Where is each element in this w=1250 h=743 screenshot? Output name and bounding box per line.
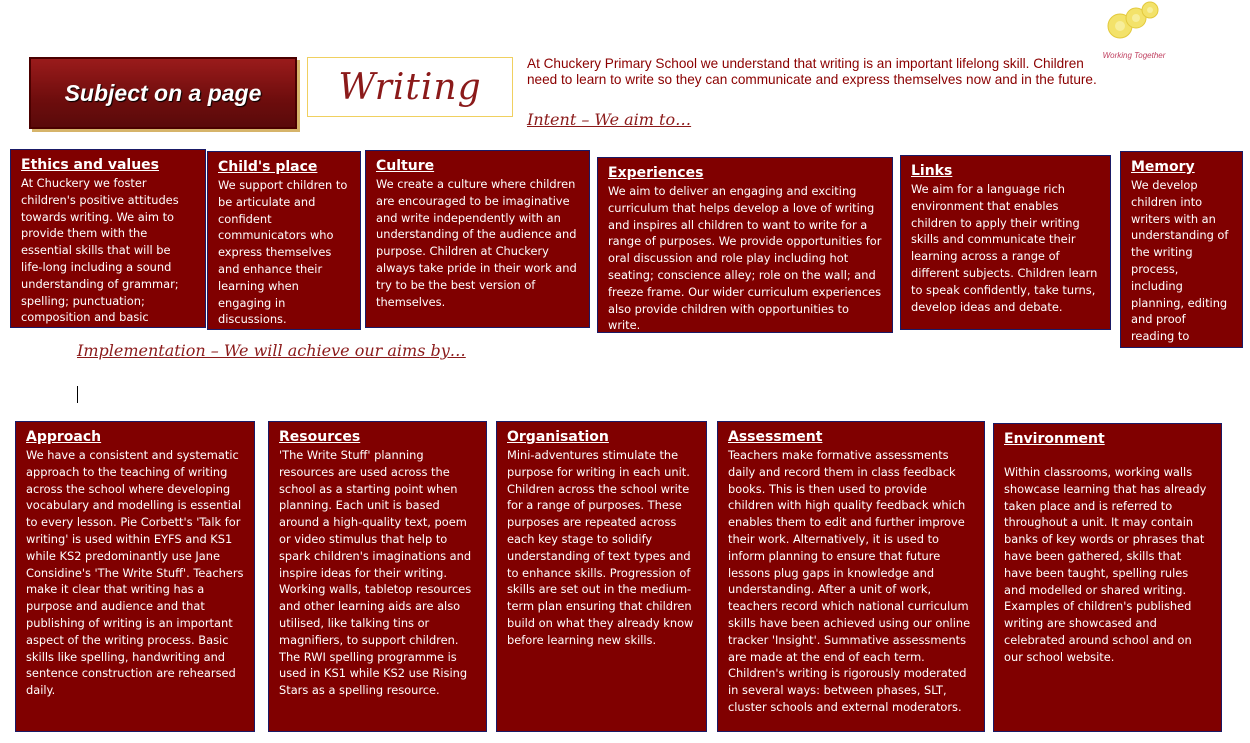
card-title: Child's place xyxy=(218,159,318,175)
card-organisation xyxy=(496,421,707,732)
card-childs-place xyxy=(207,151,361,330)
card-approach xyxy=(15,421,255,732)
card-title: Organisation xyxy=(507,429,609,445)
school-logo xyxy=(1098,0,1170,62)
card-title: Approach xyxy=(26,429,102,445)
intro-text: At Chuckery Primary School we understand that writing is an important lifelong skill. Children need to learn to write so they can communicate and express themselves now and in the future. xyxy=(527,56,1097,87)
card-ethics-and-values xyxy=(10,149,206,328)
card-title: Assessment xyxy=(728,429,823,445)
card-environment xyxy=(993,423,1222,732)
card-title: Memory xyxy=(1131,159,1195,175)
card-title: Ethics and values xyxy=(21,157,160,173)
subject-on-a-page-banner xyxy=(29,57,297,129)
subject-label: Subject on a page xyxy=(64,79,262,106)
card-assessment xyxy=(717,421,985,732)
card-memory xyxy=(1120,151,1243,377)
card-title: Experiences xyxy=(608,165,704,181)
card-links xyxy=(900,155,1111,330)
logo-tagline: Working Together xyxy=(1102,51,1166,60)
card-body: We develop children into writers with an understanding of the writing process, including planning, editing and proof reading to enhance their work. xyxy=(1131,178,1229,377)
card-body: We support children to be articulate and confident communicators who express themselves and enhance their learning when engaging in discussions. xyxy=(218,178,348,327)
card-title: Resources xyxy=(279,429,361,445)
card-experiences xyxy=(597,157,893,333)
card-body: We create a culture where children are encouraged to be imaginative and write independently with an understanding of the audience and purpose. Children at Chuckery always take pride in their work and try to be the best version of themselves. xyxy=(376,177,577,309)
text-cursor xyxy=(77,386,78,403)
card-title: Environment xyxy=(1004,431,1105,447)
card-title: Links xyxy=(911,163,953,179)
subject-title-box xyxy=(307,57,513,117)
card-body: Within classrooms, working walls showcase learning that has already taken place and is referred to throughout a unit. It may contain banks of key words or phrases that have been gathered, skills that have been taught, spelling rules and modelled or shared writing. Examples of children's published writing are showcased and celebrated around school and on our school website. xyxy=(1004,465,1207,664)
flower-logo-icon xyxy=(1098,0,1170,52)
card-title: Culture xyxy=(376,158,435,174)
card-body: Mini-adventures stimulate the purpose for writing in each unit. Children across the school write for a range of purposes. These purposes are repeated across each key stage to solidify understanding of text types and to enhance skills. Progression of skills are set out in the medium-term plan ensuring that children build on what they already know before learning new skills. xyxy=(507,448,694,647)
card-body: We aim for a language rich environment that enables children to apply their writing skills and communicate their learning across a range of different subjects. Children learn to speak confidently, take turns, develop ideas and debate. xyxy=(911,182,1098,314)
implementation-heading: Implementation – We will achieve our aims by… xyxy=(77,341,466,360)
card-body: At Chuckery we foster children's positive attitudes towards writing. We aim to provide them with the essential skills that will be life-long including a sound understanding of grammar; spelling; punctuation; composition and basic xyxy=(21,176,179,325)
card-resources xyxy=(268,421,487,732)
card-body: We have a consistent and systematic approach to the teaching of writing across the school where developing vocabulary and modelling is essential to every lesson. Pie Corbett's 'Talk for writing' is used within EYFS and KS1 while KS2 predominantly use Jane Considine's 'The Write Stuff'. Teachers make it clear that writing has a purpose and audience and that publishing of writing is an important aspect of the writing process. Basic skills like spelling, handwriting and sentence construction are rehearsed daily. xyxy=(26,448,244,698)
card-body: 'The Write Stuff' planning resources are used across the school as a starting point when planning. Each unit is based around a high-quality text, poem or video stimulus that help to spark children's imaginations and inspire ideas for their writing. Working walls, tabletop resources and other learning aids are also utilised, like talking tins or magnifiers, to support children. The RWI spelling programme is used in KS1 while KS2 use Rising Stars as a spelling resource. xyxy=(279,448,472,698)
card-culture xyxy=(365,150,590,328)
intent-heading: Intent – We aim to… xyxy=(527,110,692,129)
card-body: Teachers make formative assessments daily and record them in class feedback books. This is then used to provide children with high quality feedback which enables them to edit and further improve their work. Alternatively, it is used to inform planning to ensure that future lessons plug gaps in knowledge and understanding. After a unit of work, teachers record which national curriculum skills have been achieved using our online tracker 'Insight'. Summative assessments are made at the end of each term. Children's writing is rigorously moderated in several ways: between phases, SLT, cluster schools and external moderators. xyxy=(728,448,971,714)
subject-title: Writing xyxy=(338,66,482,108)
card-body: We aim to deliver an engaging and exciting curriculum that helps develop a love of writing and inspires all children to want to write for a range of purposes. We provide opportunities for oral discussion and role play including hot seating; conscience alley; role on the wall; and freeze frame. Our wider curriculum experiences also provide children with opportunities to write. xyxy=(608,184,882,333)
